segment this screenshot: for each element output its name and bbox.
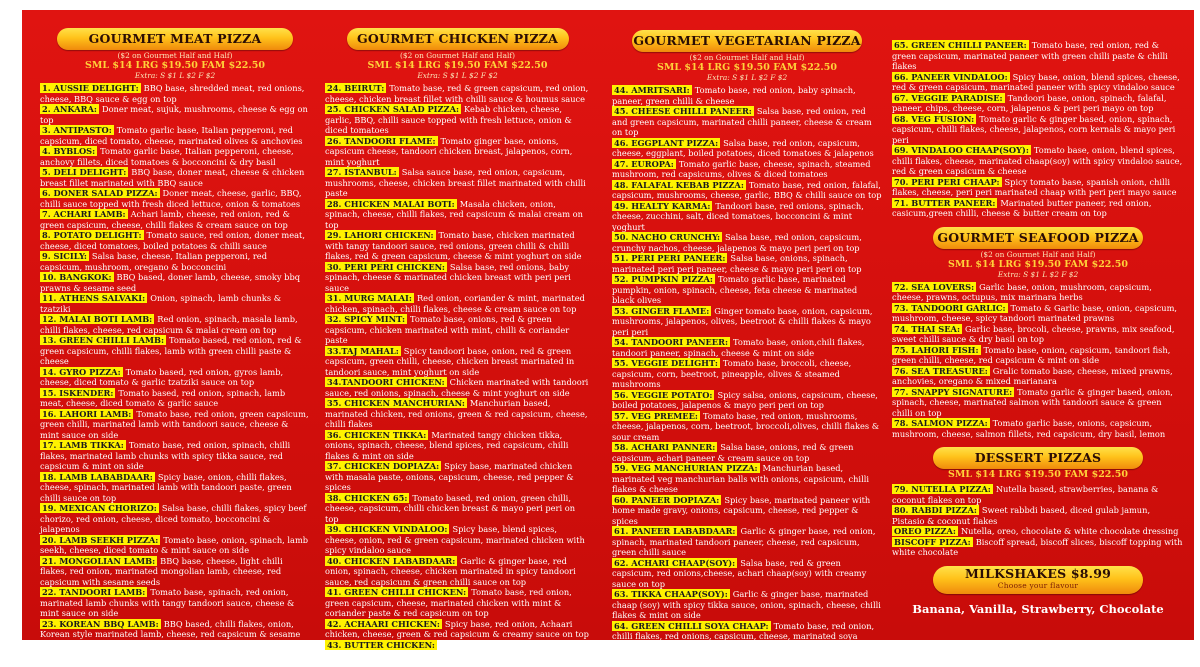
milkshake-title: MILKSHAKES $8.99 xyxy=(965,565,1111,581)
veg-title: GOURMET VEGETARIAN PIZZA xyxy=(632,30,862,52)
menu-item-name: 17. LAMB TIKKA: xyxy=(42,440,124,450)
menu-item-name: 76. SEA TREASURE: xyxy=(894,365,988,376)
menu-item xyxy=(892,418,1184,439)
menu-item-name: 78. SALMON PIZZA: xyxy=(894,418,988,428)
menu-item xyxy=(325,262,590,294)
menu-item-description: Tomato base, chicken marinated with tangy tandoori sauce, red onions, green chilli & chilli flakes, red & green capsicum, cheese & mint yoghurt on side xyxy=(325,230,582,261)
menu-item xyxy=(40,251,310,272)
menu-item xyxy=(612,390,882,411)
menu-item-description: Tomato based, red onion, green chilli, cheese, capsicum, chilli chicken breast & mayo peri peri on top xyxy=(325,492,576,524)
menu-item-description: Red onion, spinach, masala lamb, chilli flakes, cheese, red capsicum & malai cream on top xyxy=(40,314,298,335)
menu-item xyxy=(40,472,310,504)
menu-item-name: 31. MURG MALAI: xyxy=(327,293,412,303)
menu-item-description: Marinated butter paneer, red onion, casicum,green chilli, cheese & butter cream on top xyxy=(892,197,1152,218)
menu-item-description: Salsa base, red onion, capsicum, crunchy nachos, cheese, jalapenos & mayo peri peri on top xyxy=(612,232,862,253)
menu-item-name: 40. CHICKEN LABABDAAR: xyxy=(327,555,456,566)
menu-item-description: Salsa base, onions, spinach, marinated peri peri paneer, cheese & mayo peri peri on top xyxy=(612,253,862,274)
menu-item-name: 54. TANDOORI PANEER: xyxy=(614,337,728,347)
menu-item-name: 6. DONER SALAD PIZZA: xyxy=(42,188,158,198)
menu-item-name: 65. GREEN CHILLI PANEER: xyxy=(894,40,1027,50)
right-column xyxy=(892,40,1184,616)
menu-item-description: Tomato base, broccoli, cheese, capsicum, corn, beetroot, pineapple, olives & steamed mushrooms xyxy=(612,358,852,389)
menu-item-description: Onion, spinach, lamb chunks & tzatziki xyxy=(40,293,282,314)
menu-item-description: Nutella, oreo, chocolate & white chocolate dressing xyxy=(960,526,1179,536)
menu-item xyxy=(612,495,882,527)
menu-item-description: Salsa base, red onion, capsicum, cheese, eggplant, boiled potatoes, diced tomatoes & jalapenos xyxy=(612,137,874,158)
menu-item xyxy=(40,409,310,441)
menu-item xyxy=(612,442,882,463)
menu-item xyxy=(325,293,590,314)
menu-item-description: Tomato base, onion, capsicum, tandoori fish, green chilli, cheese, red capsicum & mint on side xyxy=(892,344,1171,365)
menu-item xyxy=(325,104,590,136)
menu-item-name: 7. ACHARI LAMB: xyxy=(42,209,126,219)
seafood-subtitle: ($2 on Gourmet Half and Half) xyxy=(980,249,1096,259)
menu-item-name: 63. TIKKA CHAAP(SOY): xyxy=(614,589,728,599)
menu-item-description: Tomato base, spinach, red onion, marinated lamb chunks with tangy tandoori sauce, cheese & mint sauce on side xyxy=(40,587,295,618)
menu-item-name: 69. VINDALOO CHAAP(SOY): xyxy=(894,145,1029,155)
meat-column xyxy=(40,28,310,650)
menu-item-description: Tomato garlic base, cheese, spinach, steamed mushroom, red capsicums, olives & diced tomatoes xyxy=(612,158,871,179)
menu-item xyxy=(892,282,1184,303)
menu-item xyxy=(612,589,882,621)
menu-item xyxy=(612,306,882,338)
menu-item-name: 56. VEGGIE POTATO: xyxy=(614,389,713,400)
menu-item-name: 24. BEIRUT: xyxy=(327,83,385,93)
seafood-extra: Extra: S $1 L $2 F $2 xyxy=(997,269,1079,279)
menu-item-description: Manchurian based, marinated chicken, red onions, green & red capsicum, cheese, chilli flakes xyxy=(325,398,588,429)
menu-item xyxy=(892,366,1184,387)
menu-item xyxy=(40,440,310,472)
dessert-section xyxy=(892,447,1184,558)
menu-item-description: Spicy base, onion, chilli flakes, cheese, spinach, marinated lamb with tandoori paste, green chilli sauce on top xyxy=(40,471,292,503)
menu-item-description: Salsa base, red & green capsicum, red onions,cheese, achari chaap(soy) with creamy sauce on top xyxy=(612,557,867,589)
menu-item-name: 26. TANDOORI FLAME: xyxy=(327,135,436,146)
menu-item-name: 64. GREEN CHILLI SOYA CHAAP: xyxy=(614,620,769,631)
menu-item-description: Tomato base, onion,chili flakes, tandoori paneer, spinach, cheese & mint on side xyxy=(612,337,865,358)
menu-item-name: 4. BYBLOS: xyxy=(42,146,96,156)
menu-item-description: BBQ base, shredded meat, red onions, cheese, BBQ sauce & egg on top xyxy=(40,83,305,104)
menu-item-name: 14. GYRO PIZZA: xyxy=(42,366,121,377)
menu-item xyxy=(40,272,310,293)
menu-item-name: 49. HEALTY KARMA: xyxy=(614,200,711,211)
menu-item-name: 67. VEGGIE PARADISE: xyxy=(894,92,1003,103)
meat-extra: Extra: S $1 L $2 F $2 xyxy=(134,71,216,80)
menu-item xyxy=(612,558,882,590)
veg-more-list xyxy=(892,40,1184,219)
veg-extra: Extra: S $1 L $2 F $2 xyxy=(706,73,788,82)
menu-item xyxy=(40,619,310,651)
menu-item-description: Spicy base, blend spices, cheese, onion, red & green capsicum, marinated chicken with spicy vindaloo sauce xyxy=(325,524,585,555)
menu-item xyxy=(892,387,1184,419)
menu-item-description: Tomato base, red onion, mushrooms, cheese, jalapenos, corn, beetroot, broccoli,olives, chilli flakes & sour cream xyxy=(612,410,880,442)
menu-item-description: Tomato base, red onion, green capsicum, green chilli, marinated lamb with tandoori sauce, cheese & mint sauce on side xyxy=(40,408,309,440)
menu-item xyxy=(612,253,882,274)
menu-item xyxy=(612,337,882,358)
menu-item xyxy=(892,114,1184,146)
chicken-prices: SML $14 LRG $19.50 FAM $22.50 xyxy=(367,60,548,71)
menu-item-description: Ginger tomato base, onion, capsicum, mushrooms, jalapenos, olives, beetroot & chilli flakes & mayo peri peri xyxy=(612,305,873,337)
menu-item-name: 5. DELI DELIGHT: xyxy=(42,167,127,177)
menu-item-description: Marinated butter chicken, red onion, casicum, green chilli, cheese & butter cream on top xyxy=(325,639,571,660)
menu-item-name: 21. MONGOLIAN LAMB: xyxy=(42,555,156,566)
menu-item xyxy=(325,619,590,640)
menu-item-name: 11. ATHENS SALVAKI: xyxy=(42,293,146,303)
veg-prices: SML $14 LRG $19.50 FAM $22.50 xyxy=(657,62,837,73)
menu-item-name: 10. BANGKOK: xyxy=(42,272,112,282)
menu-item-description: Achari lamb, cheese, red onion, red & green capsicum, cheese, chilli flakes & cream sauce on top xyxy=(40,209,290,230)
menu-item xyxy=(325,461,590,493)
menu-item-description: Tomato garlic base, marinated pumpkin, onion, spinach, cheese, feta cheese & marinated black olives xyxy=(612,274,858,305)
menu-item xyxy=(892,505,1184,526)
menu-item-description: Doner meat, cheese, garlic, BBQ, chilli sauce topped with fresh diced lettuce, onion & tomatoes xyxy=(40,188,302,209)
menu-item xyxy=(40,367,310,388)
menu-item-description: Tomato base, onion, spinach, lamb seekh, cheese, diced tomato & mint sauce on side xyxy=(40,534,309,555)
menu-item-name: 12. MALAI BOTI LAMB: xyxy=(42,314,153,324)
menu-item-description: Tomato garlic base, Italian pepperoni, cheese, anchovy fillets, diced tomatoes & bocconcini & dry basil xyxy=(40,146,294,167)
menu-item xyxy=(40,587,310,619)
dessert-list xyxy=(892,484,1184,558)
menu-item xyxy=(40,146,310,167)
menu-item-description: Salsa base, onions, red & green capsicum, achari paneer & cream sauce on top xyxy=(612,442,854,463)
menu-item-description: Tomato base, red onion, chilli flakes, red onions, capsicum, cheese, marinated soya chaap with homestyle green chilli paste & red capsicum on top xyxy=(612,620,877,652)
menu-item xyxy=(325,556,590,588)
menu-item-description: Tomato based, red onion, spinach, lamb meat, cheese, diced tomato & garlic sauce xyxy=(40,387,286,408)
menu-item xyxy=(892,526,1184,537)
menu-item-name: 22. TANDOORI LAMB: xyxy=(42,587,146,597)
menu-item xyxy=(892,72,1184,93)
menu-item-name: 34.TANDOORI CHICKEN: xyxy=(327,377,445,387)
meat-title: GOURMET MEAT PIZZA xyxy=(57,28,293,50)
menu-item-description: Biscoff spread, biscoff slices, biscoff topping with white chocolate xyxy=(892,536,1183,557)
menu-item-name: 44. AMRITSARI: xyxy=(614,85,690,95)
menu-item xyxy=(40,230,310,251)
menu-item-name: 66. PANEER VINDALOO: xyxy=(894,71,1008,82)
menu-item-name: 55. VEGGIE DELIGHT: xyxy=(614,358,718,368)
menu-item xyxy=(325,314,590,346)
veg-subtitle: ($2 on Gourmet Half and Half) xyxy=(689,53,805,62)
menu-item-description: Doner meat, sujuk, mushrooms, cheese & egg on top xyxy=(40,104,308,125)
menu-item-description: Salsa sauce base, red onion, capsicum, mushrooms, cheese, chicken breast fillet marinated with chilli paste xyxy=(325,167,586,198)
menu-item-name: 47. EUROPA: xyxy=(614,158,674,169)
menu-item-name: 61. PANEER LABABDAAR: xyxy=(614,526,736,536)
menu-item-description: Salsa base, cheese, Italian pepperoni, red capsicum, mushroom, oregano & bocconcini xyxy=(40,251,267,272)
menu-item-name: 25. CHICKEN SALAD PIZZA: xyxy=(327,104,460,114)
menu-item-name: 43. BUTTER CHICKEN: xyxy=(327,639,435,650)
menu-item-description: Tandoori base, onion, spinach, falafal, paneer, chips, cheese, corn, jalapenos & peri peri mayo on top xyxy=(892,92,1167,113)
menu-item xyxy=(40,556,310,588)
menu-item xyxy=(40,335,310,367)
seafood-section xyxy=(892,227,1184,440)
menu-item-description: Tomato garlic base, onions, capsicum, mushroom, cheese, salmon fillets, red capsicum, dry basil, lemon xyxy=(892,418,1166,439)
menu-item-name: 77. SNAPPY SIGNATURE: xyxy=(894,386,1013,397)
menu-item xyxy=(40,188,310,209)
menu-item-name: 71. BUTTER PANEER: xyxy=(894,197,996,208)
menu-item-name: 70. PERI PERI CHAAP: xyxy=(894,176,1000,187)
menu-item-description: Tomato based, red onion, gyros lamb, cheese, diced tomato & garlic tzatziki sauce on top xyxy=(40,366,284,387)
menu-item xyxy=(325,136,590,168)
menu-item-name: 27. ISTANBUL: xyxy=(327,167,397,177)
menu-item-description: Tomato base, onion, blend spices, chilli flakes, cheese, marinated chaap(soy) with spicy vindaloo sauce, red & green capsicum & cheese xyxy=(892,145,1183,176)
menu-item-description: Masala chicken, onion, spinach, cheese, chilli flakes, red capsicum & malai cream on top xyxy=(325,198,583,230)
menu-item-description: Spicy base, red onion, Achaari chicken, cheese, green & red capsicum & creamy sauce on top xyxy=(325,618,589,639)
menu-item-description: Garlic base, onion, mushroom, capsicum, cheese, prawns, octupus, mix marinara herbs xyxy=(892,281,1152,302)
menu-item-description: Salsa base, chilli flakes, spicy beef chorizo, red onion, cheese, diced tomato, bocconcini & jalapenos xyxy=(40,503,307,534)
menu-item xyxy=(892,40,1184,72)
menu-item xyxy=(325,587,590,619)
menu-item-description: Tandoori base, red onions, spinach, cheese, zucchini, salt, diced tomatoes, bocconcini & mint yoghurt xyxy=(612,200,864,232)
menu-item-name: 35. CHICKEN MANCHURIAN: xyxy=(327,398,465,408)
menu-item-name: 19. MEXICAN CHORIZO: xyxy=(42,503,157,513)
menu-item xyxy=(892,484,1184,505)
menu-item-description: Spicy tandoori base, onion, red & green capsicum, green chilli, cheese, chicken breast marinated in tandoori sauce, mint yoghurt on side xyxy=(325,345,575,377)
menu-item xyxy=(892,324,1184,345)
menu-item-name: 18. LAMB LABABDAAR: xyxy=(42,471,153,482)
menu-item-description: Garlic base, brocoli, cheese, prawns, mix seafood, sweet chilli sauce & dry basil on top xyxy=(892,323,1175,344)
milkshake-badge xyxy=(933,566,1143,594)
menu-item xyxy=(612,180,882,201)
menu-item-name: 42. ACHAARI CHICKEN: xyxy=(327,618,440,629)
menu-item-description: Tomato base, red onion, red & green capsicum, marinated paneer with green chilli paste & chilli flakes xyxy=(892,40,1168,71)
menu-item-name: 9. SICILY: xyxy=(42,251,87,261)
chicken-subtitle: ($2 on Gourmet Half and Half) xyxy=(400,51,515,60)
menu-item-name: 1. AUSSIE DELIGHT: xyxy=(42,83,139,93)
menu-item xyxy=(325,524,590,556)
menu-item-name: 29. LAHORI CHICKEN: xyxy=(327,230,434,240)
menu-item xyxy=(612,463,882,495)
menu-item-name: 50. NACHO CRUNCHY: xyxy=(614,232,721,242)
menu-item-description: Spicy base, onion, blend spices, cheese, red & green capsicum, marinated paneer with spicy vindaloo sauce xyxy=(892,71,1180,92)
menu-item-name: 79. NUTELLA PIZZA: xyxy=(894,484,991,494)
chicken-extra: Extra: S $1 L $2 F $2 xyxy=(417,71,498,80)
menu-item-description: Tomato base, onions, red & green capsicum, chicken marinated with mint, chilli & coriander paste xyxy=(325,314,570,345)
seafood-list xyxy=(892,282,1184,440)
menu-item xyxy=(612,526,882,558)
menu-item xyxy=(40,503,310,535)
menu-item xyxy=(325,230,590,262)
menu-item-name: 75. LAHORI FISH: xyxy=(894,344,979,355)
menu-item-name: 33.TAJ MAHAL: xyxy=(327,345,399,356)
menu-item-name: 45. CHEESE CHILLI PANEER: xyxy=(614,106,752,116)
menu-item-name: OREO PIZZA: xyxy=(894,526,956,536)
menu-item xyxy=(40,104,310,125)
menu-item xyxy=(612,106,882,138)
menu-item xyxy=(892,537,1184,558)
menu-item-name: 52. PUMPKIN PIZZA: xyxy=(614,274,713,284)
menu-item-name: 46. EGGPLANT PIZZA: xyxy=(614,137,719,148)
menu-item-description: Tomato ginger base, onions, capsicum cheese, tandoori chicken breast, jalapenos, corn, mint yoghurt xyxy=(325,135,573,167)
menu-item-description: Tomato base, red & green capsicum, red onion, cheese, chicken breast fillet with chilli sauce & houmus sauce xyxy=(325,83,589,104)
menu-item-description: Salsa base, red onions, baby spinach, cheese & marinated chicken breast with peri peri sauce xyxy=(325,261,571,293)
meat-subtitle: ($2 on Gourmet Half and Half) xyxy=(117,51,233,60)
menu-item-description: Sweet rabbdi based, diced gulab jamun, Pistasio & coconut flakes xyxy=(892,505,1151,526)
menu-item xyxy=(40,293,310,314)
menu-item xyxy=(40,314,310,335)
menu-item-name: 73. TANDOORI GARLIC: xyxy=(894,302,1006,313)
menu-item-description: BBQ based, doner lamb, cheese, smoky bbq prawns & sesame seed xyxy=(40,272,301,293)
menu-item xyxy=(325,430,590,462)
menu-item-name: 32. SPICY MINT: xyxy=(327,314,405,324)
menu-item xyxy=(612,232,882,253)
menu-item-name: 48. FALAFAL KEBAB PIZZA: xyxy=(614,179,744,190)
menu-item-name: 16. LAHORI LAMB: xyxy=(42,408,132,419)
menu-item-description: Spicy tomato base, spanish onion, chilli flakes, cheese, peri peri marinated chaap with peri peri mayo sauce xyxy=(892,176,1177,197)
menu-item-description: Tomato garlic & ginger based, onion, spinach, cheese, marinated salmon with tandoori sauce & green chilli on top xyxy=(892,386,1173,418)
menu-item-name: 28. CHICKEN MALAI BOTI: xyxy=(327,198,455,209)
menu-item-name: 13. GREEN CHILLI LAMB: xyxy=(42,335,165,345)
menu-item xyxy=(612,274,882,306)
menu-item-name: 15. ISKENDER: xyxy=(42,387,114,398)
menu-item-description: Gralic tomato base, cheese, mixed prawns, anchovies, oregano & mixed marianara xyxy=(892,365,1173,386)
menu-item-description: Spicy base, marinated paneer with home made gravy, onions, capsicum, cheese, red pepper & spices xyxy=(612,494,871,526)
menu-item xyxy=(40,388,310,409)
menu-item-description: Tomato garlic base, Italian pepperoni, red capsicum, diced tomato, cheese, marinated olives & anchovies xyxy=(40,125,303,146)
menu-item-description: Chicken marinated with tandoori sauce, red onions, spinach, cheese & mint yoghurt on side xyxy=(325,377,589,398)
menu-item xyxy=(892,177,1184,198)
menu-item xyxy=(40,167,310,188)
menu-item-name: 74. THAI SEA: xyxy=(894,323,960,334)
menu-item-description: Manchurian based, marinated veg manchurian balls with onions, capsicum, chilli flakes & cheese xyxy=(612,463,869,494)
menu-item-name: 72. SEA LOVERS: xyxy=(894,281,975,292)
menu-item xyxy=(40,209,310,230)
milkshake-subtitle: Choose your flavour xyxy=(997,580,1079,590)
menu-item-description: Tomato based, red onion, red & green capsicum, chilli flakes, lamb with green chilli paste & cheese xyxy=(40,335,302,366)
menu-item-description: Tomato garlic & ginger based, onion, spinach, capsicum, chilli flakes, cheese, jalapenos, corn kernals & mayo peri peri xyxy=(892,113,1176,145)
menu-item xyxy=(612,621,882,653)
menu-item-name: 23. KOREAN BBQ LAMB: xyxy=(42,618,159,629)
milkshake-section xyxy=(892,566,1184,616)
menu-item-name: 60. PANEER DOPIAZA: xyxy=(614,494,720,505)
menu-item xyxy=(892,93,1184,114)
menu-item xyxy=(325,199,590,231)
chicken-list xyxy=(325,83,590,661)
menu-item-name: 80. RABDI PIZZA: xyxy=(894,505,977,515)
menu-item-name: 20. LAMB SEEKH PIZZA: xyxy=(42,534,159,545)
menu-item-name: 38. CHICKEN 65: xyxy=(327,492,408,503)
menu-item xyxy=(612,159,882,180)
dessert-title: DESSERT PIZZAS xyxy=(933,447,1143,469)
menu-item xyxy=(40,125,310,146)
menu-item xyxy=(612,358,882,390)
menu-item-name: 41. GREEN CHILLI CHICKEN: xyxy=(327,587,467,597)
menu-item xyxy=(892,345,1184,366)
menu-item-description: BBQ based, chilli flakes, onion, Korean style marinated lamb, cheese, red capsicum & sesame seeds xyxy=(40,618,301,650)
menu-item-description: Garlic & ginger base, red onion, spinach, marinated tandoori paneer, cheese, red capsicum, green chilli sauce xyxy=(612,526,876,557)
menu-item xyxy=(40,535,310,556)
menu-item xyxy=(325,398,590,430)
menu-item-name: 53. GINGER FLAME: xyxy=(614,305,710,316)
menu-item-name: 39. CHICKEN VINDALOO: xyxy=(327,524,448,534)
menu-item xyxy=(325,83,590,104)
menu-item-description: Tomato base, red onion, falafal, capsicum, mushrooms, cheese, garlic, BBQ & chilli sauce on top xyxy=(612,179,882,200)
menu-item-name: 58. ACHARI PANNER: xyxy=(614,442,716,452)
menu-item-description: Spicy salsa, onions, capsicum, cheese, boiled potatoes, jalapenos & mayo peri peri on top xyxy=(612,389,878,410)
menu-item-description: Tomato & Garlic base, onion, capsicum, mushroom, cheese, spicy tandoori marinated prawns xyxy=(892,302,1178,323)
menu-item-description: Garlic & ginger base, marinated chaap (soy) with spicy tikka sauce, onion, spinach, cheese, chilli flakes & mint on side xyxy=(612,589,881,620)
menu-item xyxy=(325,167,590,199)
menu-item-name: 51. PERI PERI PANEER: xyxy=(614,253,726,263)
menu-item-name: 3. ANTIPASTO: xyxy=(42,125,112,135)
menu-item xyxy=(612,201,882,233)
menu-item-name: 62. ACHARI CHAAP(SOY): xyxy=(614,557,736,568)
menu-item xyxy=(325,493,590,525)
menu-item xyxy=(892,145,1184,177)
menu-item-name: 8. POTATO DELIGHT: xyxy=(42,230,142,240)
menu-item xyxy=(325,377,590,398)
menu-item-description: Tomato base, red onion, green capsicum, cheese, marinated chicken with mint & coriander paste & red capsicum on top xyxy=(325,587,572,618)
menu-item-description: Salsa base, red onion, red and green capsicum, marinated chilli paneer, cheese & cream on top xyxy=(612,106,872,137)
menu-item-name: 57. VEG PREMEE: xyxy=(614,410,698,421)
menu-item xyxy=(892,198,1184,219)
menu-item xyxy=(612,85,882,106)
dessert-prices: SML $14 LRG $19.50 FAM $22.50 xyxy=(948,469,1128,480)
menu-item-description: Nutella based, strawberries, banana & coconut flakes on top xyxy=(892,484,1159,505)
menu-item xyxy=(612,411,882,443)
milkshake-flavours: Banana, Vanilla, Strawberry, Chocolate xyxy=(912,601,1164,616)
menu-item xyxy=(612,138,882,159)
menu-item-description: Marinated tangy chicken tikka, onions, spinach, cheese, blend spices, red capsicum, chilli flakes & mint on side xyxy=(325,429,569,461)
veg-list xyxy=(612,85,882,652)
menu-item xyxy=(892,303,1184,324)
menu-item-description: Tomato base, red onion, baby spinach, paneer, green chilli & cheese xyxy=(612,85,856,106)
chicken-title: GOURMET CHICKEN PIZZA xyxy=(347,28,569,50)
menu-item-name: 59. VEG MANCHURIAN PIZZA: xyxy=(614,463,758,473)
menu-item-name: 36. CHICKEN TIKKA: xyxy=(327,429,427,440)
menu-item-description: Tomato base, red onion, spinach, chilli flakes, marinated lamb chunks with spicy tikka sauce, red capsicum & mint on side xyxy=(40,440,291,471)
chicken-column xyxy=(325,28,590,661)
menu-item-name: BISCOFF PIZZA: xyxy=(894,536,971,547)
menu-item-description: BBQ base, cheese, light chilli flakes, red onion, marinated mongolian lamb, cheese, red capsicum with sesame seeds xyxy=(40,555,283,587)
menu-item-description: Spicy base, marinated chicken with masala paste, onions, capsicum, cheese, red pepper & spices xyxy=(325,461,574,492)
seafood-title: GOURMET SEAFOOD PIZZA xyxy=(933,227,1143,249)
veg-column xyxy=(612,30,882,652)
menu-item xyxy=(40,83,310,104)
seafood-prices: SML $14 LRG $19.50 FAM $22.50 xyxy=(948,258,1128,270)
menu-item-description: BBQ base, doner meat, cheese & chicken breast fillet marinated with BBQ sauce xyxy=(40,167,305,188)
menu-item xyxy=(325,346,590,378)
menu-item-name: 30. PERI PERI CHICKEN: xyxy=(327,261,445,272)
menu-item-description: Red onion, coriander & mint, marinated chicken, spinach, chilli flakes, cheese & cream sauce on top xyxy=(325,293,585,314)
menu-item-description: Kebab chicken, cheese, garlic, BBQ, chilli sauce topped with fresh lettuce, onion & diced tomatoes xyxy=(325,104,572,135)
menu-item-name: 2. ANKARA: xyxy=(42,104,97,114)
menu-item xyxy=(325,640,590,661)
meat-list xyxy=(40,83,310,650)
menu-item-name: 68. VEG FUSION: xyxy=(894,113,975,124)
menu-item-description: Garlic & ginger base, red onion, spinach, cheese, chicken marinated in spicy tandoori sauce, red capsicum & green chilli sauce on top xyxy=(325,555,576,587)
menu-item-name: 37. CHICKEN DOPIAZA: xyxy=(327,461,440,471)
meat-prices: SML $14 LRG $19.50 FAM $22.50 xyxy=(85,60,265,71)
menu-item-description: Tomato sauce, red onion, doner meat, cheese, diced tomatoes, boiled potatoes & chilli sauce xyxy=(40,230,305,251)
